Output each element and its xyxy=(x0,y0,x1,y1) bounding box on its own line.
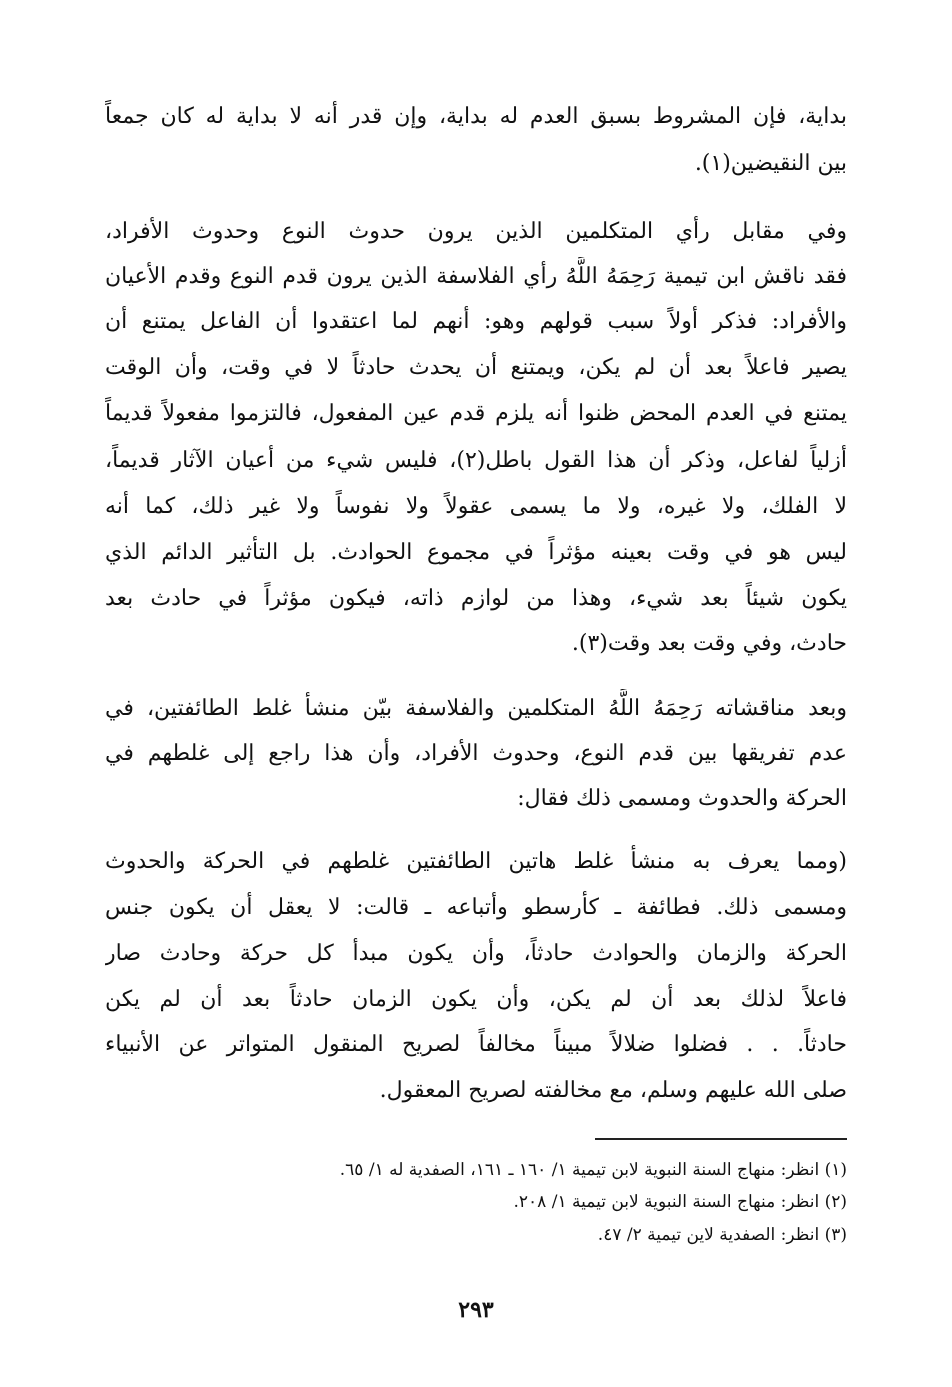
body-text-line: الحركة والحدوث ومسمى ذلك فقال: xyxy=(517,786,847,811)
body-text-line: أزلياً لفاعل، وذكر أن هذا القول باطل(٢)، فليس شيء من أعيان الآثار قديماً، xyxy=(105,448,847,473)
body-text-line: وبعد مناقشاته رَحِمَهُ اللَّهُ المتكلمين والفلاسفة بيّن منشأ غلط الطائفتين، في xyxy=(105,696,847,721)
body-text-line: عدم تفريقها بين قدم النوع، وحدوث الأفراد، وأن هذا راجع إلى غلطهم في xyxy=(105,741,847,766)
body-text-line: ومسمى ذلك. فطائفة ـ كأرسطو وأتباعه ـ قالت: لا يعقل أن يكون جنس xyxy=(105,895,847,920)
body-text-line: وفي مقابل رأي المتكلمين الذين يرون حدوث النوع وحدوث الأفراد، xyxy=(105,219,847,244)
body-text-line: حادثاً. . . فضلوا ضلالاً مبيناً مخالفاً لصريح المنقول المتواتر عن الأنبياء xyxy=(105,1032,847,1057)
page-number: ٢٩٣ xyxy=(458,1297,494,1323)
body-text-line: بداية، فإن المشروط بسبق العدم له بداية، وإن قدر أنه لا بداية له كان جمعاً xyxy=(105,104,847,129)
footnote-2: (٢) انظر: منهاج السنة النبوية لابن تيمية ١/ ٢٠٨. xyxy=(513,1192,847,1212)
body-text-line: يصير فاعلاً بعد أن لم يكن، ويمتنع أن يحدث حادثاً لا في وقت، وأن الوقت xyxy=(105,355,847,380)
body-text-line: ليس هو في وقت بعينه مؤثراً في مجموع الحوادث. بل التأثير الدائم الذي xyxy=(105,540,847,565)
body-text-line: صلى الله عليهم وسلم، مع مخالفته لصريح المعقول. xyxy=(379,1078,847,1103)
body-text-line: والأفراد: فذكر أولاً سبب قولهم وهو: أنهم لما اعتقدوا أن الفاعل يمتنع أن xyxy=(105,309,847,334)
body-text-line: يمتنع في العدم المحض ظنوا أنه يلزم قدم عين المفعول، فالتزموا مفعولاً قديماً xyxy=(105,401,847,426)
body-text-line: فقد ناقش ابن تيمية رَحِمَهُ اللَّهُ رأي الفلاسفة الذين يرون قدم النوع وقدم الأعيان xyxy=(105,264,847,289)
body-text-line: لا الفلك، ولا غيره، ولا ما يسمى عقولاً ولا نفوساً ولا غير ذلك، كما أنه xyxy=(105,494,847,519)
body-text-line: يكون شيئاً بعد شيء، وهذا من لوازم ذاته، فيكون مؤثراً في حادث بعد xyxy=(105,586,847,611)
body-text-line: فاعلاً لذلك بعد أن لم يكن، وأن يكون الزمان حادثاً بعد أن لم يكن xyxy=(105,987,847,1012)
footnote-3: (٣) انظر: الصفدية لاين تيمية ٢/ ٤٧. xyxy=(597,1225,847,1245)
footnote-1: (١) انظر: منهاج السنة النبوية لابن تيمية ١/ ١٦٠ ـ ١٦١، الصفدية له ١/ ٦٥. xyxy=(339,1160,847,1180)
body-text-line: حادث، وفي وقت بعد وقت(٣). xyxy=(571,631,847,656)
body-text-line: الحركة والزمان والحوادث حادثاً، وأن يكون مبدأ كل حركة وحادث صار xyxy=(105,941,847,966)
body-text-line: (ومما يعرف به منشأ غلط هاتين الطائفتين غلطهم في الحركة والحدوث xyxy=(105,849,847,874)
body-text-line: بين النقيضين(١). xyxy=(694,151,847,176)
footnote-separator xyxy=(595,1138,847,1140)
